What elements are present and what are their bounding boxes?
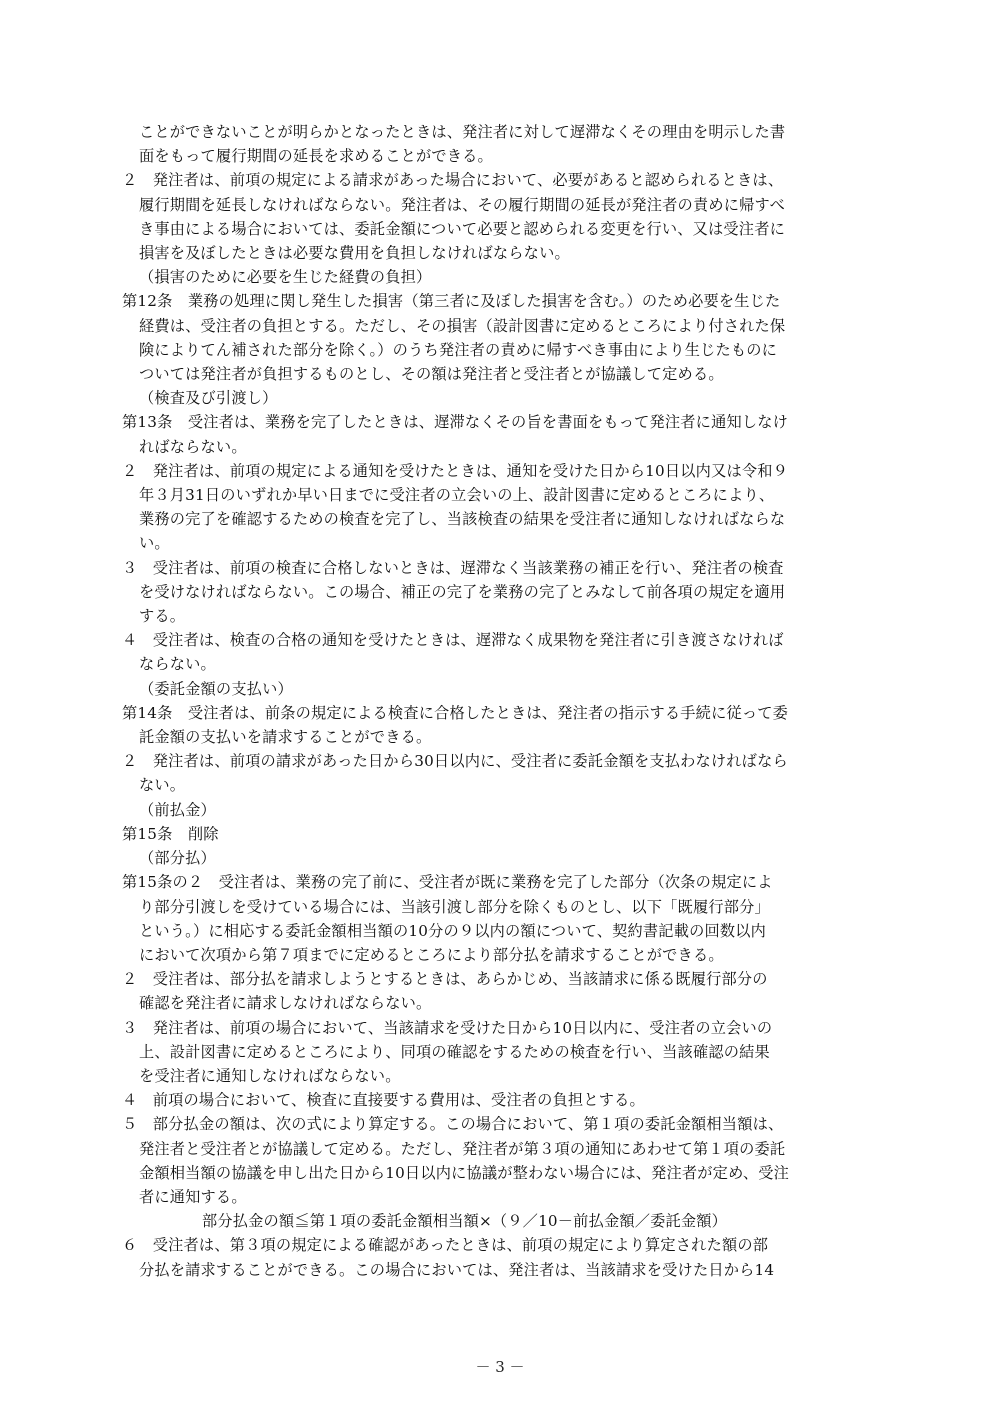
text-line: （部分払） <box>139 849 216 868</box>
text-line: （損害のために必要を生じた経費の負担） <box>139 268 432 287</box>
paragraph <box>122 701 892 749</box>
paragraph <box>122 967 892 1015</box>
article-caption <box>122 846 892 870</box>
article-caption <box>122 798 892 822</box>
text-line: 金額相当額の協議を申し出た日から10日以内に協議が整わない場合には、発注者が定め、受注 <box>139 1163 790 1182</box>
text-line: ２ 発注者は、前項の規定による請求があった場合において、必要があると認められるときは、 <box>122 171 784 190</box>
text-line: 年３月31日のいずれか早い日までに受注者の立会いの上、設計図書に定めるところにより、 <box>139 486 775 505</box>
text-line: 面をもって履行期間の延長を求めることができる。 <box>139 147 493 166</box>
formula-line <box>122 1209 892 1233</box>
text-line: ３ 受注者は、前項の検査に合格しないときは、遅滞なく当該業務の補正を行い、発注者の検査 <box>122 558 784 577</box>
document-body <box>122 120 892 1282</box>
paragraph <box>122 1088 892 1112</box>
text-line: い。 <box>139 534 170 553</box>
article-caption <box>122 677 892 701</box>
text-line: を受けなければならない。この場合、補正の完了を業務の完了とみなして前各項の規定を適用 <box>139 582 786 601</box>
text-line: 第14条 受注者は、前条の規定による検査に合格したときは、発注者の指示する手続に従って委 <box>122 703 789 722</box>
paragraph <box>122 628 892 676</box>
text-line: 第12条 業務の処理に関し発生した損害（第三者に及ぼした損害を含む。）のため必要を生じた <box>122 292 781 311</box>
text-line: ５ 部分払金の額は、次の式により算定する。この場合において、第１項の委託金額相当額は、 <box>122 1115 784 1134</box>
paragraph <box>122 289 892 386</box>
text-line: （委託金額の支払い） <box>139 679 293 698</box>
paragraph <box>122 410 892 458</box>
text-line: 経費は、受注者の負担とする。ただし、その損害（設計図書に定めるところにより付された保 <box>139 316 786 335</box>
text-line: 部分払金の額≦第１項の委託金額相当額×（９／10－前払金額／委託金額） <box>202 1212 728 1231</box>
text-line: り部分引渡しを受けている場合には、当該引渡し部分を除くものとし、以下「既履行部分」 <box>139 897 770 916</box>
text-line: 第15条 削除 <box>122 824 219 843</box>
paragraph <box>122 168 892 265</box>
text-line: ない。 <box>139 776 186 795</box>
text-line: 第13条 受注者は、業務を完了したときは、遅滞なくその旨を書面をもって発注者に通知しなけ <box>122 413 789 432</box>
text-line: ４ 前項の場合において、検査に直接要する費用は、受注者の負担とする。 <box>122 1091 645 1110</box>
paragraph <box>122 459 892 556</box>
paragraph <box>122 822 892 846</box>
text-line: 損害を及ぼしたときは必要な費用を負担しなければならない。 <box>139 244 570 263</box>
paragraph <box>122 556 892 629</box>
text-line: 上、設計図書に定めるところにより、同項の確認をするための検査を行い、当該確認の結果 <box>139 1042 770 1061</box>
text-line: 確認を発注者に請求しなければならない。 <box>139 994 432 1013</box>
text-line: ２ 発注者は、前項の請求があった日から30日以内に、受注者に委託金額を支払わなければなら <box>122 752 788 771</box>
text-line: （検査及び引渡し） <box>139 389 278 408</box>
text-line: 険によりてん補された部分を除く。）のうち発注者の責めに帰すべき事由により生じたものに <box>139 340 778 359</box>
paragraph <box>122 120 892 168</box>
article-caption <box>122 386 892 410</box>
paragraph <box>122 870 892 967</box>
text-line: において次項から第７項までに定めるところにより部分払を請求することができる。 <box>139 945 724 964</box>
text-line: ればならない。 <box>139 437 247 456</box>
paragraph <box>122 1112 892 1209</box>
text-line: ３ 発注者は、前項の場合において、当該請求を受けた日から10日以内に、受注者の立会いの <box>122 1018 773 1037</box>
text-line: ４ 受注者は、検査の合格の通知を受けたときは、遅滞なく成果物を発注者に引き渡さなければ <box>122 631 784 650</box>
text-line: ついては発注者が負担するものとし、その額は発注者と受注者とが協議して定める。 <box>139 365 724 384</box>
text-line: ２ 受注者は、部分払を請求しようとするときは、あらかじめ、当該請求に係る既履行部分の <box>122 970 768 989</box>
text-line: 第15条の２ 受注者は、業務の完了前に、受注者が既に業務を完了した部分（次条の規定によ <box>122 873 773 892</box>
text-line: ６ 受注者は、第３項の規定による確認があったときは、前項の規定により算定された額の部 <box>122 1236 769 1255</box>
page-number: － 3 － <box>475 1358 525 1376</box>
paragraph <box>122 749 892 797</box>
text-line: 託金額の支払いを請求することができる。 <box>139 728 432 747</box>
text-line: ことができないことが明らかとなったときは、発注者に対して遅滞なくその理由を明示した書 <box>139 123 786 141</box>
text-line: （前払金） <box>139 800 216 819</box>
text-line: 発注者と受注者とが協議して定める。ただし、発注者が第３項の通知にあわせて第１項の委託 <box>139 1139 786 1158</box>
article-caption <box>122 265 892 289</box>
text-line: 者に通知する。 <box>139 1187 247 1206</box>
text-line: き事由による場合においては、委託金額について必要と認められる変更を行い、又は受注者に <box>139 219 785 238</box>
text-line: ２ 発注者は、前項の規定による通知を受けたときは、通知を受けた日から10日以内又は令和９ <box>122 461 789 480</box>
text-line: 分払を請求することができる。この場合においては、発注者は、当該請求を受けた日から14 <box>139 1260 775 1279</box>
text-line: 業務の完了を確認するための検査を完了し、当該検査の結果を受注者に通知しなければならな <box>139 510 786 529</box>
text-line: 履行期間を延長しなければならない。発注者は、その履行期間の延長が発注者の責めに帰すべ <box>139 195 785 214</box>
paragraph <box>122 1233 892 1281</box>
text-line: を受注者に通知しなければならない。 <box>139 1066 401 1085</box>
text-line: という。）に相応する委託金額相当額の10分の９以内の額について、契約書記載の回数以内 <box>139 921 767 940</box>
text-line: ならない。 <box>139 655 216 674</box>
text-line: する。 <box>139 607 186 626</box>
paragraph <box>122 1016 892 1089</box>
